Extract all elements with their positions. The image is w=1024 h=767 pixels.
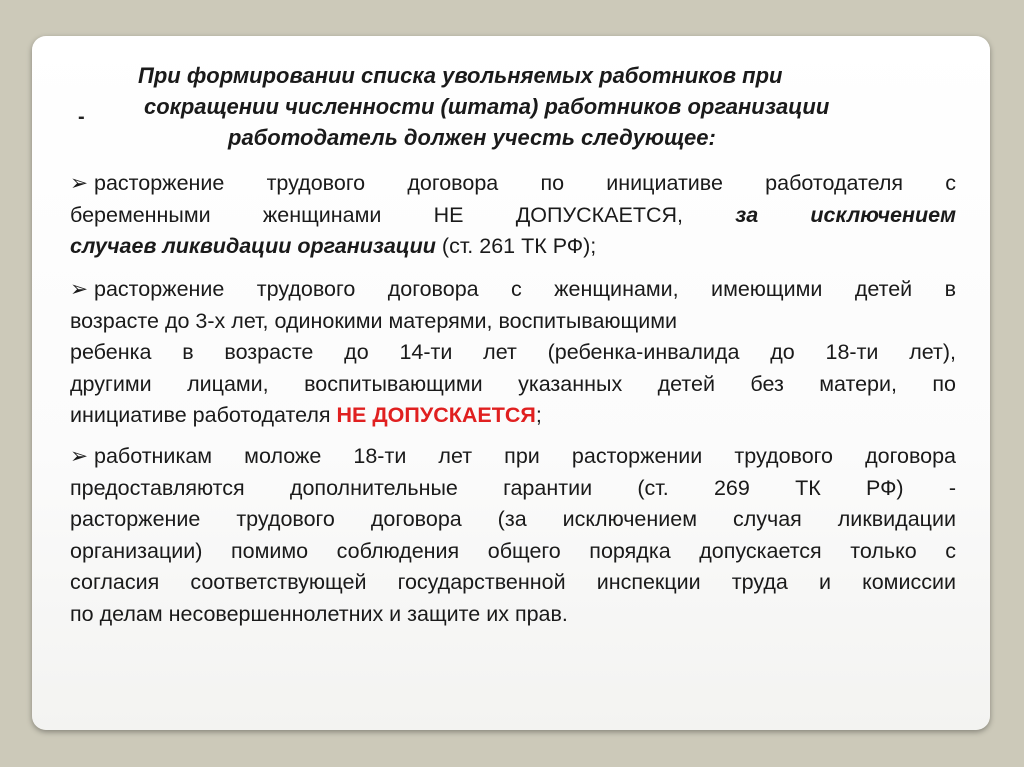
arrow-bullet-icon: ➢ bbox=[70, 171, 89, 195]
item-text: расторжение трудового договора (за исключением случая ликвидации bbox=[70, 507, 956, 531]
arrow-bullet-icon: ➢ bbox=[70, 277, 89, 301]
item-text: работникам моложе 18-ти лет при расторжении трудового договора bbox=[94, 444, 956, 468]
item-text: ребенка в возрасте до 14-ти лет (ребенка-инвалида до 18-ти лет), bbox=[70, 340, 956, 364]
item-text: (ст. 261 ТК РФ); bbox=[435, 234, 597, 258]
item-text: по делам несовершеннолетних и защите их прав. bbox=[70, 601, 568, 626]
item-emphasis: случаев ликвидации организации bbox=[70, 234, 436, 258]
heading-line-2: сокращении численности (штата) работников организации bbox=[144, 94, 830, 119]
heading-dash: - bbox=[78, 106, 85, 128]
item-text: беременными женщинами НЕ ДОПУСКАЕТСЯ, bbox=[70, 202, 684, 227]
not-allowed-label: НЕ ДОПУСКАЕТСЯ bbox=[336, 403, 536, 427]
arrow-bullet-icon: ➢ bbox=[70, 444, 89, 468]
item-emphasis: за исключением bbox=[735, 202, 956, 227]
heading-line-3: работодатель должен учесть следующее: bbox=[228, 125, 716, 150]
item-text: расторжение трудового договора с женщинами, имеющими детей в bbox=[94, 277, 956, 301]
item-text: возрасте до 3-х лет, одинокими матерями, воспитывающими bbox=[70, 308, 678, 333]
list-item-minors bbox=[70, 441, 956, 630]
item-text: ; bbox=[535, 403, 542, 427]
item-text: расторжение трудового договора по инициативе работодателя с bbox=[94, 171, 956, 195]
list-item-pregnant bbox=[70, 168, 956, 263]
item-text: согласия соответствующей государственной инспекции труда и комиссии bbox=[70, 570, 956, 594]
list-item-mothers bbox=[70, 274, 956, 432]
item-text: другими лицами, воспитывающими указанных детей без матери, по bbox=[70, 371, 956, 396]
item-text: организации) помимо соблюдения общего порядка допускается только с bbox=[70, 538, 956, 563]
heading-line-1: При формировании списка увольняемых работников при bbox=[138, 63, 783, 88]
item-text: предоставляются дополнительные гарантии (ст. 269 ТК РФ) - bbox=[70, 475, 956, 500]
item-text: инициативе работодателя bbox=[70, 403, 337, 427]
slide-heading bbox=[80, 60, 960, 160]
